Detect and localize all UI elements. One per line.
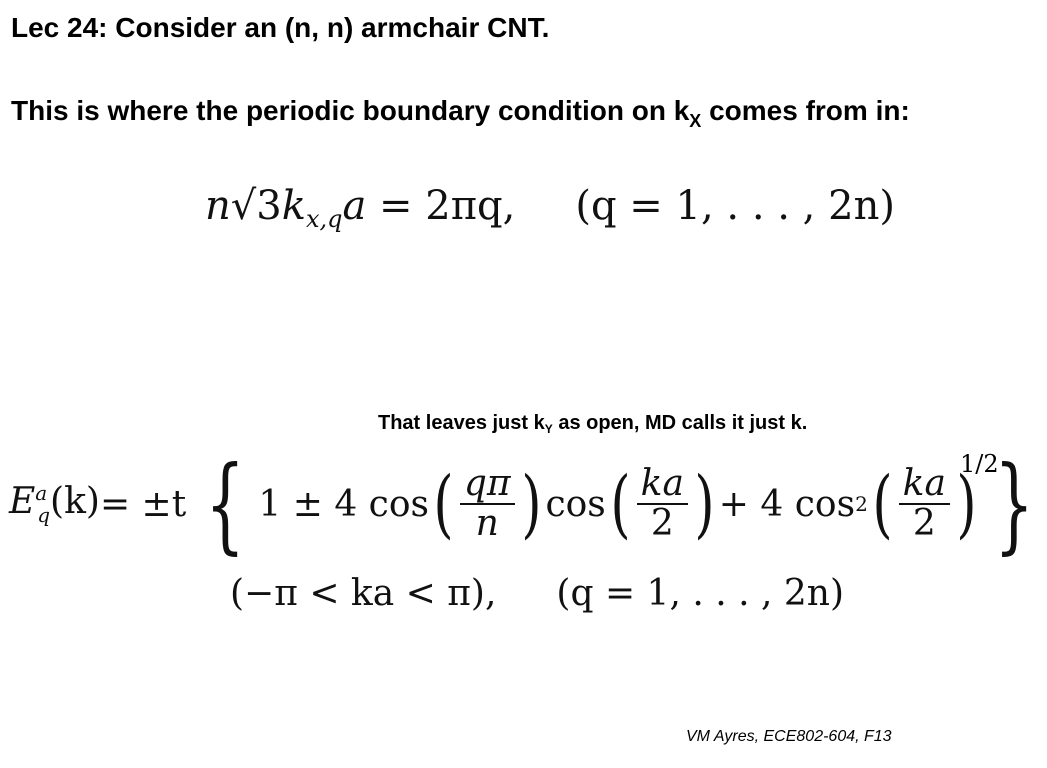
eq2-one-pm-4cos: 1 ± 4 cos — [258, 483, 429, 525]
note-text-before: That leaves just k — [378, 412, 545, 434]
paragraph-text-after: comes from in: — [701, 95, 910, 126]
eq2-frac1-den: n — [475, 503, 499, 544]
eq2-plus-4cos: + 4 cos — [718, 483, 856, 525]
eq1-k-subscript: x,q — [305, 205, 343, 233]
eq2-frac2-num: ka — [637, 465, 688, 505]
eq2-E-sup: a — [35, 481, 48, 506]
slide-footer: VM Ayres, ECE802-604, F13 — [686, 728, 892, 745]
boundary-condition-paragraph — [11, 92, 1011, 130]
eq3-q-range: (q = 1, . . . , 2n) — [556, 573, 845, 614]
eq1-a: a — [342, 183, 367, 229]
eq2-paren-close-2: ) — [694, 461, 715, 547]
periodic-boundary-equation — [205, 182, 895, 233]
eq2-paren-open-1: ( — [433, 461, 454, 547]
eq2-fraction-ka-2b — [899, 465, 950, 543]
eq2-square: 2 — [855, 492, 868, 516]
range-equation — [230, 572, 844, 616]
note-subscript: Y — [544, 422, 553, 436]
paragraph-text-before: This is where the periodic boundary condition on k — [11, 95, 690, 126]
eq2-right-brace: } — [994, 443, 1034, 565]
eq2-exponent: 1/2 — [960, 450, 999, 478]
eq2-left-brace: { — [205, 443, 246, 565]
eq1-n: n — [205, 183, 231, 229]
eq2-frac2-den: 2 — [650, 503, 674, 544]
eq2-fraction-qpi-n — [460, 465, 515, 543]
paragraph-subscript: X — [689, 111, 702, 131]
eq2-eq-pm-t: = ±t — [99, 483, 187, 525]
eq1-k: k — [281, 183, 306, 229]
eq1-range: (q = 1, . . . , 2n) — [575, 183, 895, 229]
eq2-fraction-ka-2a — [637, 465, 688, 543]
eq2-frac3-num: ka — [899, 465, 950, 505]
eq2-arg: (k) — [50, 481, 100, 523]
eq2-lhs — [9, 481, 100, 526]
eq2-paren-close-1: ) — [520, 461, 542, 547]
eq1-rhs: = 2πq, — [366, 183, 516, 229]
eq2-frac1-num: qπ — [460, 465, 515, 505]
eq2-paren-open-2: ( — [610, 461, 631, 547]
eq2-paren-close-3: ) — [956, 461, 977, 547]
eq3-ka-range: (−π < ka < π), — [230, 573, 497, 614]
eq2-cos: cos — [545, 483, 606, 525]
eq2-frac3-den: 2 — [912, 503, 936, 544]
eq1-sqrt3: √3 — [230, 183, 282, 229]
eq2-paren-open-3: ( — [872, 461, 893, 547]
ky-open-note — [378, 410, 807, 436]
note-text-after: as open, MD calls it just k. — [552, 412, 808, 434]
slide-title: Lec 24: Consider an (n, n) armchair CNT. — [11, 12, 550, 43]
dispersion-equation — [9, 443, 1047, 565]
eq2-E: E — [9, 481, 36, 523]
eq2-E-sub: q — [37, 502, 51, 527]
